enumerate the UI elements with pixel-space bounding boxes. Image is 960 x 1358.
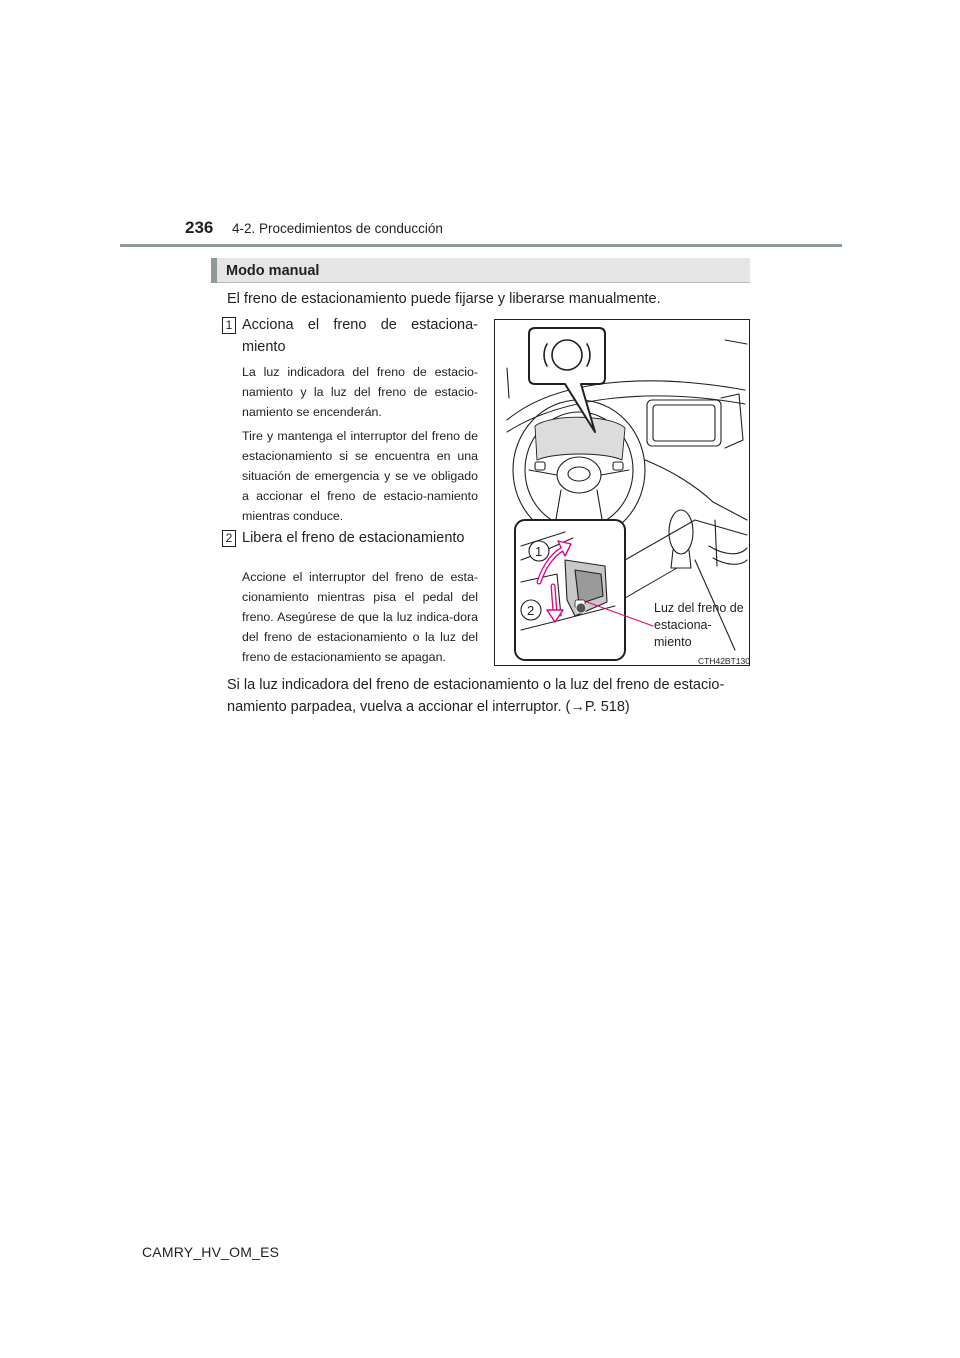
parking-brake-light-label: Luz del freno de estaciona-miento bbox=[654, 601, 744, 649]
intro-paragraph: El freno de estacionamiento puede fijarse y liberarse manualmente. bbox=[227, 291, 661, 307]
step-2-note: Accione el interruptor del freno de esta-cionamiento mientras pisa el pedal del freno. Asegúrese de que la luz indica-dora del freno de estacionamiento o la luz del freno de estacionamiento se apagan. bbox=[242, 570, 478, 664]
callout-2-label: 2 bbox=[527, 603, 535, 618]
step-2-title: Libera el freno de estacionamiento bbox=[242, 530, 465, 546]
step-1-note: La luz indicadora del freno de estacio-namiento y la luz del freno de estacio-namiento se encenderán. bbox=[242, 365, 478, 419]
step-2-badge: 2 bbox=[222, 530, 236, 547]
closing-paragraph: Si la luz indicadora del freno de estacionamiento o la luz del freno de estacio-namiento parpadea, vuelva a accionar el interruptor. (→P. 518) bbox=[227, 677, 725, 715]
callout-1-label: 1 bbox=[535, 544, 543, 559]
section-title: 4-2. Procedimientos de conducción bbox=[232, 221, 443, 236]
footer-document-code: CAMRY_HV_OM_ES bbox=[142, 1244, 280, 1260]
section-heading-accent bbox=[211, 258, 217, 283]
step-1-title: Acciona el freno de estaciona-miento bbox=[242, 317, 478, 355]
header-rule bbox=[120, 244, 842, 247]
step-1-emergency-note: Tire y mantenga el interruptor del freno de estacionamiento si se encuentra en una situación de emergencia y se ve obligado a accionar el freno de estacio-namiento mientras conduce. bbox=[242, 429, 478, 523]
figure-code: CTH42BT130 bbox=[698, 656, 750, 666]
page-number: 236 bbox=[185, 218, 214, 237]
step-1-badge: 1 bbox=[222, 317, 236, 334]
section-heading: Modo manual bbox=[226, 263, 320, 279]
